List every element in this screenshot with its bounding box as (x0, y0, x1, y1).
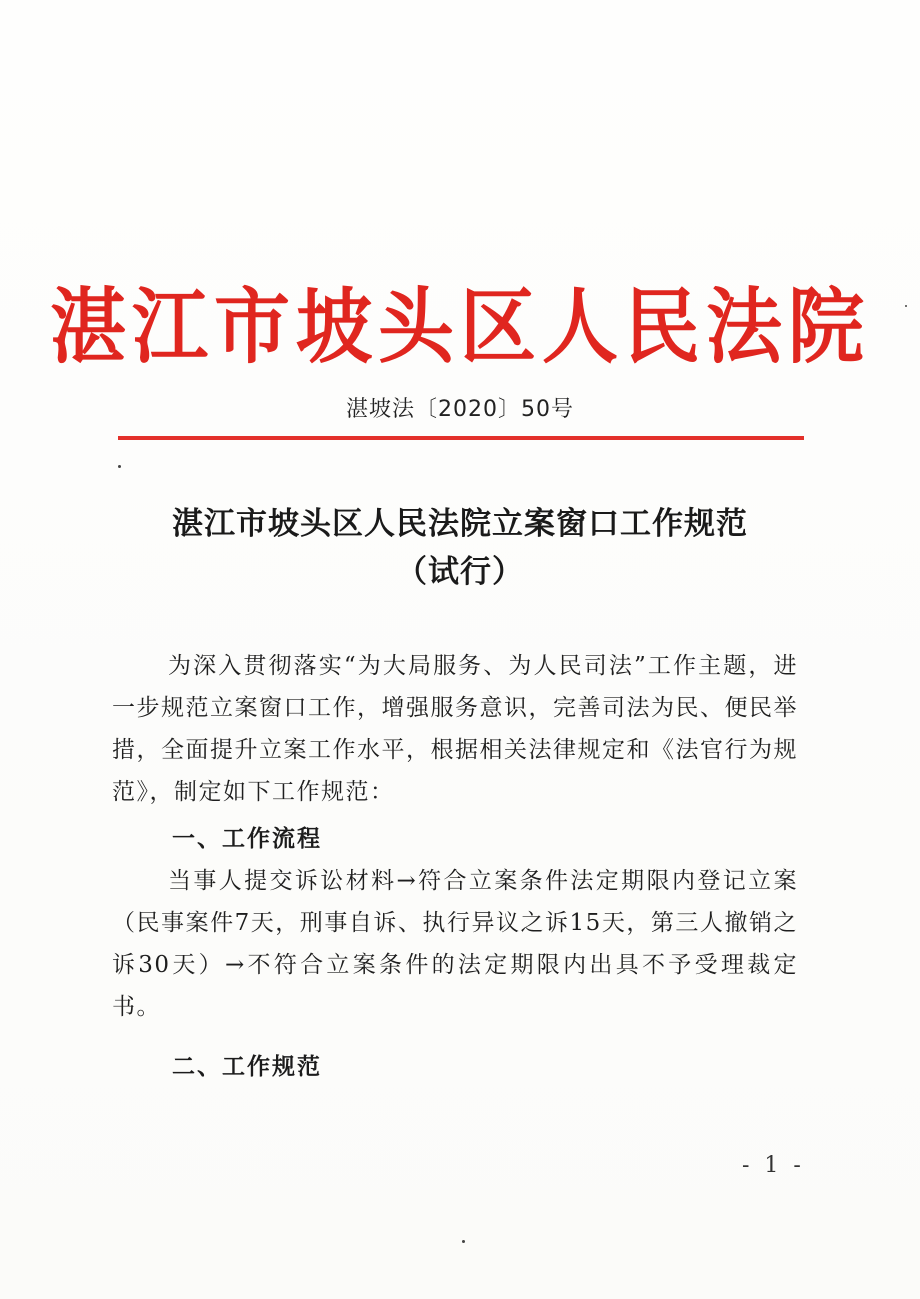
court-letterhead-title: 湛江市坡头区人民法院 (50, 278, 870, 375)
intro-paragraph: 为深入贯彻落实“为大局服务、为人民司法”工作主题，进一步规范立案窗口工作，增强服务意识，完善司法为民、便民举措，全面提升立案工作水平，根据相关法律规定和《法官行为规范》，制定如下工作规范： (112, 653, 798, 805)
scan-speck (118, 465, 121, 468)
section-1-heading: 一、工作流程 (172, 826, 322, 852)
document-title-line-1: 湛江市坡头区人民法院立案窗口工作规范 (172, 506, 748, 542)
letterhead-red-rule (118, 436, 804, 440)
document-title-line-2: （试行） (396, 554, 524, 590)
section-1-text: 当事人提交诉讼材料→符合立案条件法定期限内登记立案（民事案件7天，刑事自诉、执行异议之诉15天，第三人撤销之诉30天）→不符合立案条件的法定期限内出具不予受理裁定书。 (112, 868, 798, 1020)
document-title (0, 500, 920, 596)
scan-speck (462, 1240, 465, 1243)
page-number: - 1 - (742, 1153, 805, 1178)
section-2-heading: 二、工作规范 (172, 1054, 322, 1080)
document-number: 湛坡法〔2020〕50号 (346, 397, 574, 422)
scan-speck (905, 305, 907, 307)
